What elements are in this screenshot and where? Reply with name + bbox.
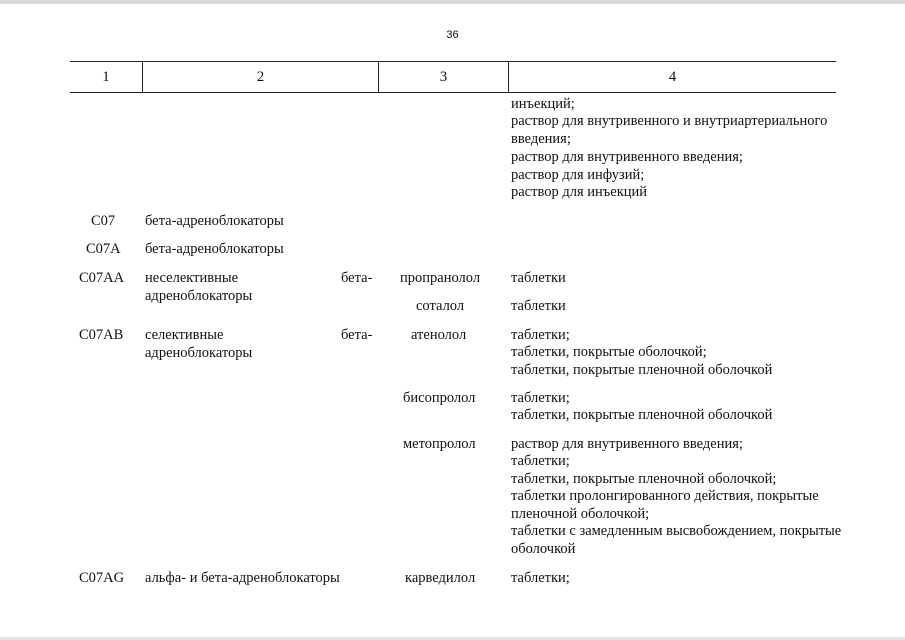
group-name: альфа- и бета-адреноблокаторы: [145, 570, 340, 586]
form-line: таблетки пролонгированного действия, покрытые: [511, 488, 819, 504]
form-line: таблетки, покрытые оболочкой;: [511, 344, 707, 360]
group-name: бета-: [341, 327, 373, 343]
form-line: введения;: [511, 131, 571, 147]
atc-code: C07: [91, 213, 116, 229]
form-line: таблетки;: [511, 570, 570, 586]
form-line: раствор для внутривенного введения;: [511, 436, 743, 452]
group-name: бета-: [341, 270, 373, 286]
atc-code: C07A: [86, 241, 121, 257]
group-name: адреноблокаторы: [145, 288, 253, 304]
drug-name: карведилол: [405, 570, 476, 586]
group-name: адреноблокаторы: [145, 345, 253, 361]
form-line: таблетки;: [511, 453, 570, 469]
form-line: таблетки с замедленным высвобождением, покрытые: [511, 523, 842, 539]
form-line: пленочной оболочкой;: [511, 506, 650, 522]
drug-name: пропранолол: [400, 270, 481, 286]
drug-name: атенолол: [411, 327, 467, 343]
drug-name: метопролол: [403, 436, 476, 452]
form-line: таблетки, покрытые пленочной оболочкой: [511, 407, 773, 423]
form-line: таблетки;: [511, 327, 570, 343]
header-col-4: 4: [668, 69, 677, 85]
form-line: раствор для внутривенного и внутриартериального: [511, 113, 828, 129]
group-name: неселективные: [145, 270, 239, 286]
form-line: раствор для внутривенного введения;: [511, 149, 743, 165]
group-name: селективные: [145, 327, 224, 343]
form-line: таблетки: [511, 270, 566, 286]
atc-code: C07AA: [79, 270, 125, 286]
drug-name: соталол: [416, 298, 465, 314]
header-col-2: 2: [143, 62, 379, 92]
atc-code: C07AB: [79, 327, 124, 343]
group-name: бета-адреноблокаторы: [145, 213, 284, 229]
table-header: [70, 61, 836, 93]
form-line: таблетки, покрытые пленочной оболочкой;: [511, 471, 777, 487]
form-line: оболочкой: [511, 541, 576, 557]
form-line: таблетки: [511, 298, 566, 314]
form-line: раствор для инфузий;: [511, 167, 645, 183]
form-line: раствор для инъекций: [511, 184, 648, 200]
form-line: таблетки;: [511, 390, 570, 406]
scan-edge-top: [0, 0, 905, 4]
group-name: бета-адреноблокаторы: [145, 241, 284, 257]
atc-code: C07AG: [79, 570, 125, 586]
header-col-3: 3: [379, 62, 509, 92]
header-col-1: 1: [70, 62, 143, 92]
form-line: инъекций;: [511, 96, 575, 112]
page-number: 36: [446, 29, 459, 41]
drug-name: бисопролол: [403, 390, 476, 406]
form-line: таблетки, покрытые пленочной оболочкой: [511, 362, 773, 378]
